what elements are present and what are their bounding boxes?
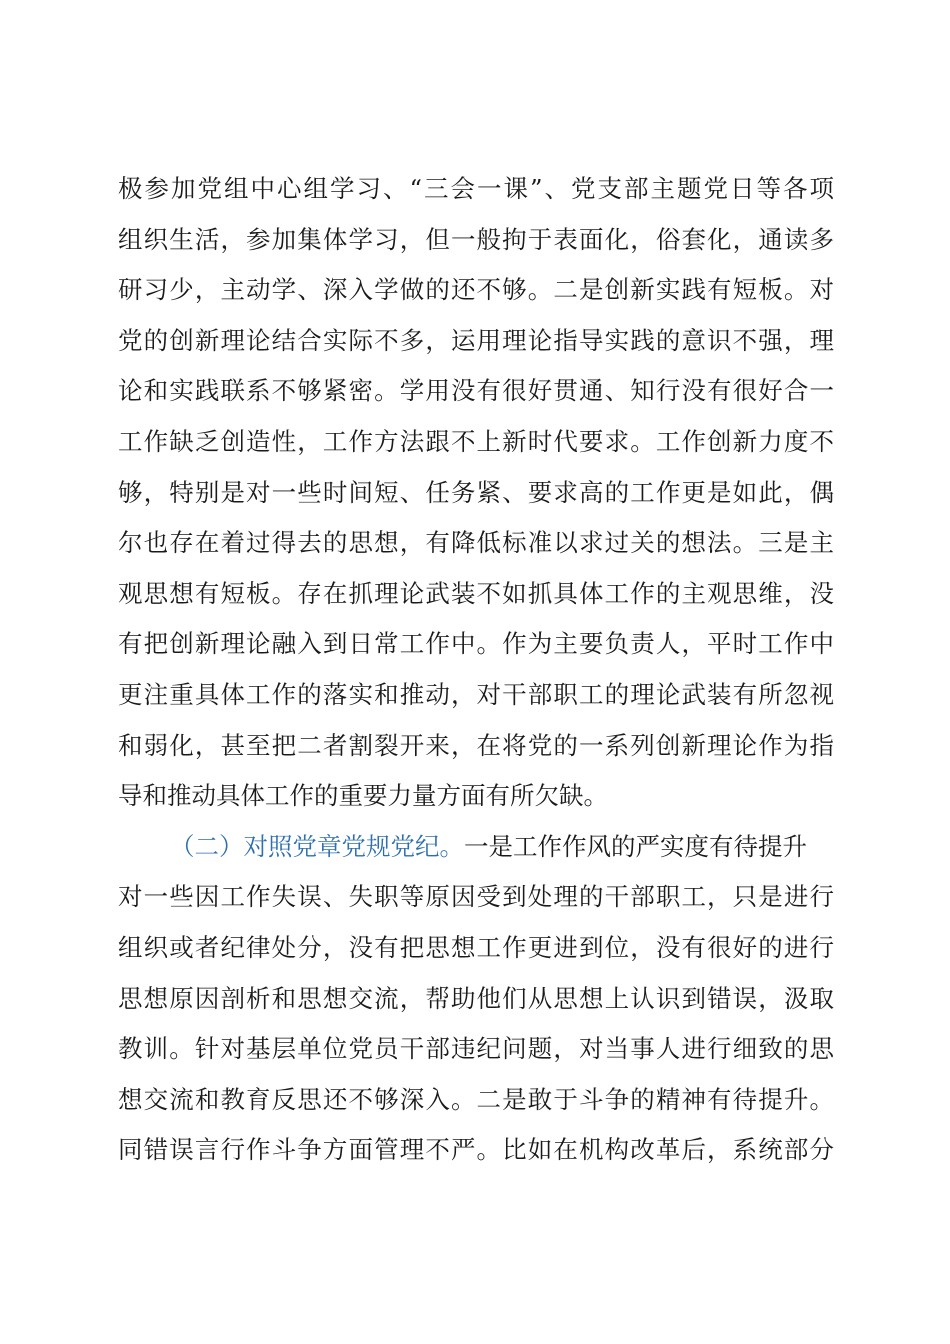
text-line: 尔也存在着过得去的思想，有降低标准以求过关的想法。三是主 <box>118 528 834 558</box>
text-line: 论和实践联系不够紧密。学用没有很好贯通、知行没有很好合一 <box>118 376 834 406</box>
text-line: 导和推动具体工作的重要力量方面有所欠缺。 <box>118 781 608 811</box>
text-line: 对一些因工作失误、失职等原因受到处理的干部职工，只是进行 <box>118 882 834 912</box>
text-line: 教训。针对基层单位党员干部违纪问题，对当事人进行细致的思 <box>118 1034 834 1064</box>
text-line: 组织或者纪律处分，没有把思想工作更进到位，没有很好的进行 <box>118 932 834 962</box>
text-line: 极参加党组中心组学习、“三会一课”、党支部主题党日等各项 <box>118 174 834 203</box>
text-line: 工作缺乏创造性，工作方法跟不上新时代要求。工作创新力度不 <box>118 426 834 456</box>
text-line: 更注重具体工作的落实和推动，对干部职工的理论武装有所忽视 <box>118 679 834 709</box>
text-line: 研习少，主动学、深入学做的还不够。二是创新实践有短板。对 <box>118 275 834 305</box>
text-line: 观思想有短板。存在抓理论武装不如抓具体工作的主观思维，没 <box>118 578 834 608</box>
section-2-first-line <box>118 822 834 873</box>
text-line: 够，特别是对一些时间短、任务紧、要求高的工作更是如此，偶 <box>118 477 834 507</box>
text-line: 想交流和教育反思还不够深入。二是敢于斗争的精神有待提升。 <box>118 1084 834 1114</box>
text-line: 同错误言行作斗争方面管理不严。比如在机构改革后，系统部分 <box>118 1135 834 1165</box>
text-line: 组织生活，参加集体学习，但一般拘于表面化，俗套化，通读多 <box>118 224 834 254</box>
section-2-first-text: 一是工作作风的严实度有待提升 <box>464 831 807 861</box>
text-line: 有把创新理论融入到日常工作中。作为主要负责人，平时工作中 <box>118 629 834 659</box>
section-2-heading: （二）对照党章党规党纪。 <box>170 831 464 861</box>
text-line: 思想原因剖析和思想交流，帮助他们从思想上认识到错误，汲取 <box>118 983 834 1013</box>
text-line: 党的创新理论结合实际不多，运用理论指导实践的意识不强，理 <box>118 325 834 355</box>
body-text <box>118 164 834 1176</box>
text-line: 和弱化，甚至把二者割裂开来，在将党的一系列创新理论作为指 <box>118 730 834 760</box>
